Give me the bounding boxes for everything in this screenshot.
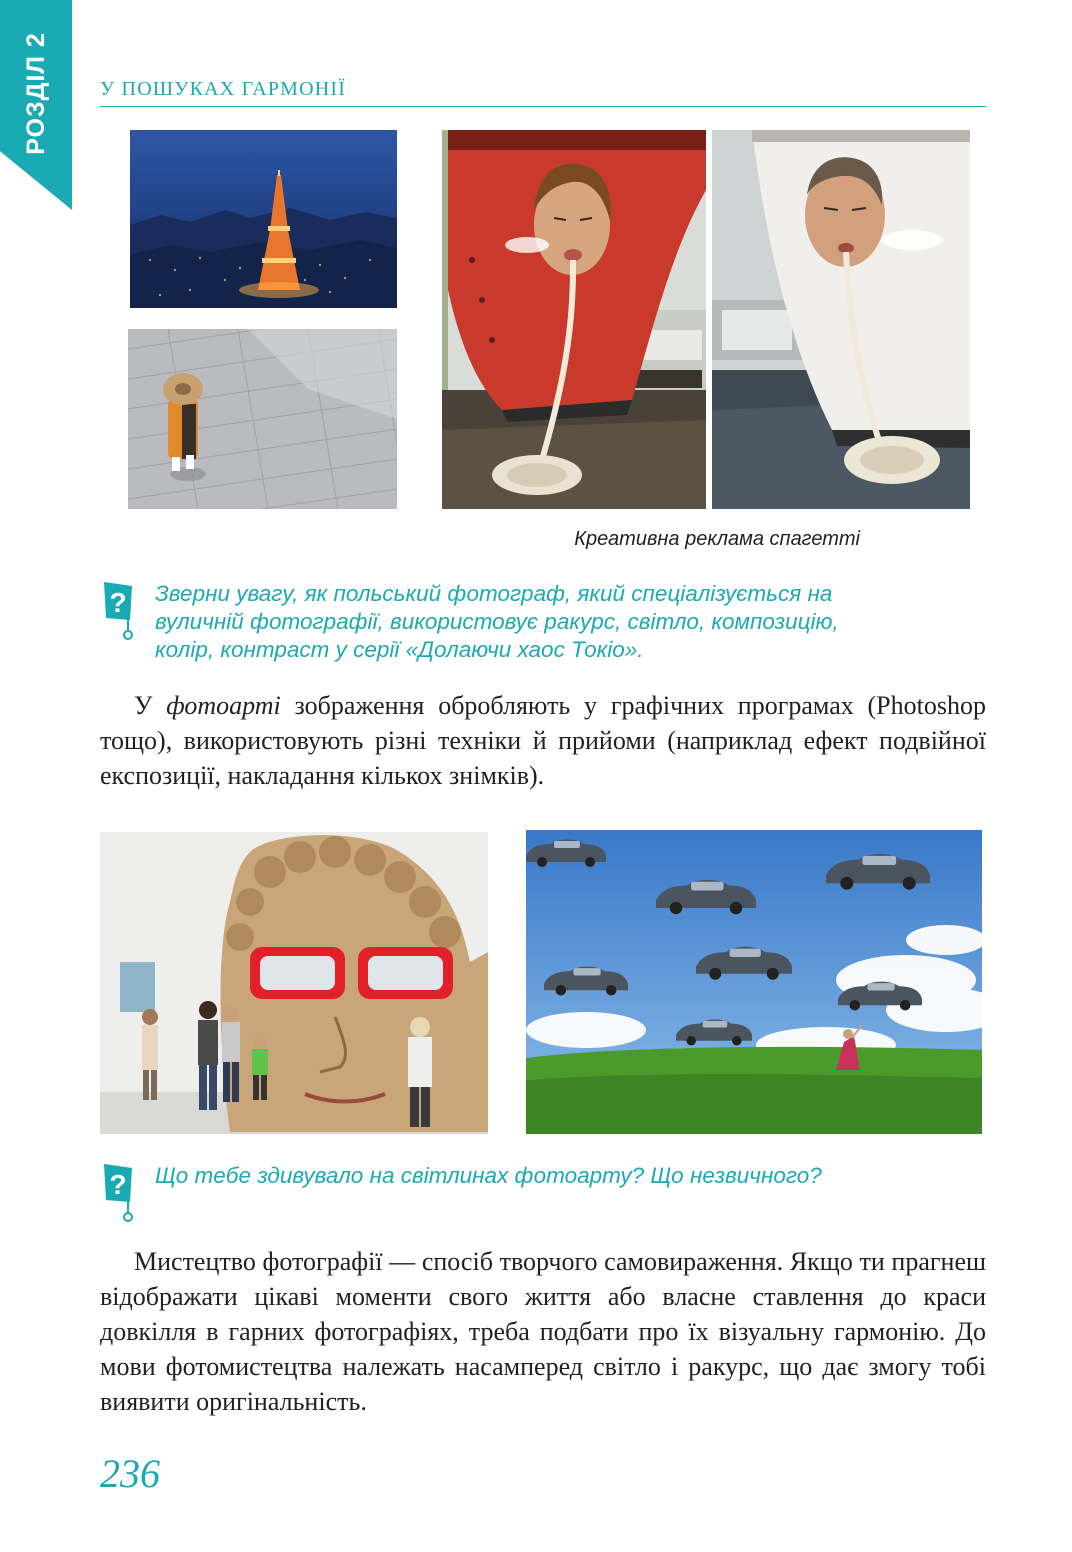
monk-photo <box>128 329 397 509</box>
svg-text:?: ? <box>109 1169 127 1200</box>
spaghetti-ad-white-ship-photo <box>712 130 970 509</box>
running-head: У ПОШУКАХ ГАРМОНІЇ <box>100 78 347 100</box>
question-mark-icon <box>100 1162 136 1232</box>
paragraph-1-rest: зображення обробляють у графічних програмах (Photoshop тощо), використовують різні техніки й прийоми (наприклад ефект подвійної експозиції, накладання кількох знімків). <box>100 691 986 790</box>
gallery-sculpture-photo <box>100 832 488 1134</box>
section-tab-label-box <box>8 18 64 168</box>
svg-text:?: ? <box>109 587 127 618</box>
question-mark-icon <box>100 580 136 650</box>
question-1 <box>155 580 839 664</box>
tokyo-tower-photo <box>130 130 397 308</box>
paragraph-photoart <box>100 688 986 793</box>
section-tab-label: РОЗДІЛ 2 <box>21 31 50 155</box>
flying-cars-photo <box>526 830 982 1134</box>
term-photoart: фотоарті <box>166 691 281 720</box>
spaghetti-ad-red-ship-photo <box>442 130 706 509</box>
paragraph-photo-art: Мистецтво фотографії — спосіб творчого самовираження. Якщо ти прагнеш відображати цікаві моменти свого життя або власне ставлення до краси довкілля в гарних фотографіях, треба подбати про їх візуальну гармонію. До мови фотомистецтва належать насамперед світло і ракурс, що дає змогу тобі виявити оригінальність. <box>100 1247 986 1416</box>
paragraph-1-lead: У <box>134 691 167 720</box>
question-1-line-2: вуличній фотографії, використовує ракурс, світло, композицію, <box>155 609 839 634</box>
page-number: 236 <box>100 1451 160 1496</box>
question-1-line-1: Зверни увагу, як польський фотограф, який спеціалізується на <box>155 581 833 606</box>
header-divider <box>100 106 986 107</box>
photo-caption: Креативна реклама спагетті <box>574 528 860 550</box>
question-2: Що тебе здивувало на світлинах фотоарту? Що незвичного? <box>155 1163 822 1188</box>
question-1-line-3: колір, контраст у серії «Долаючи хаос Токіо». <box>155 637 644 662</box>
